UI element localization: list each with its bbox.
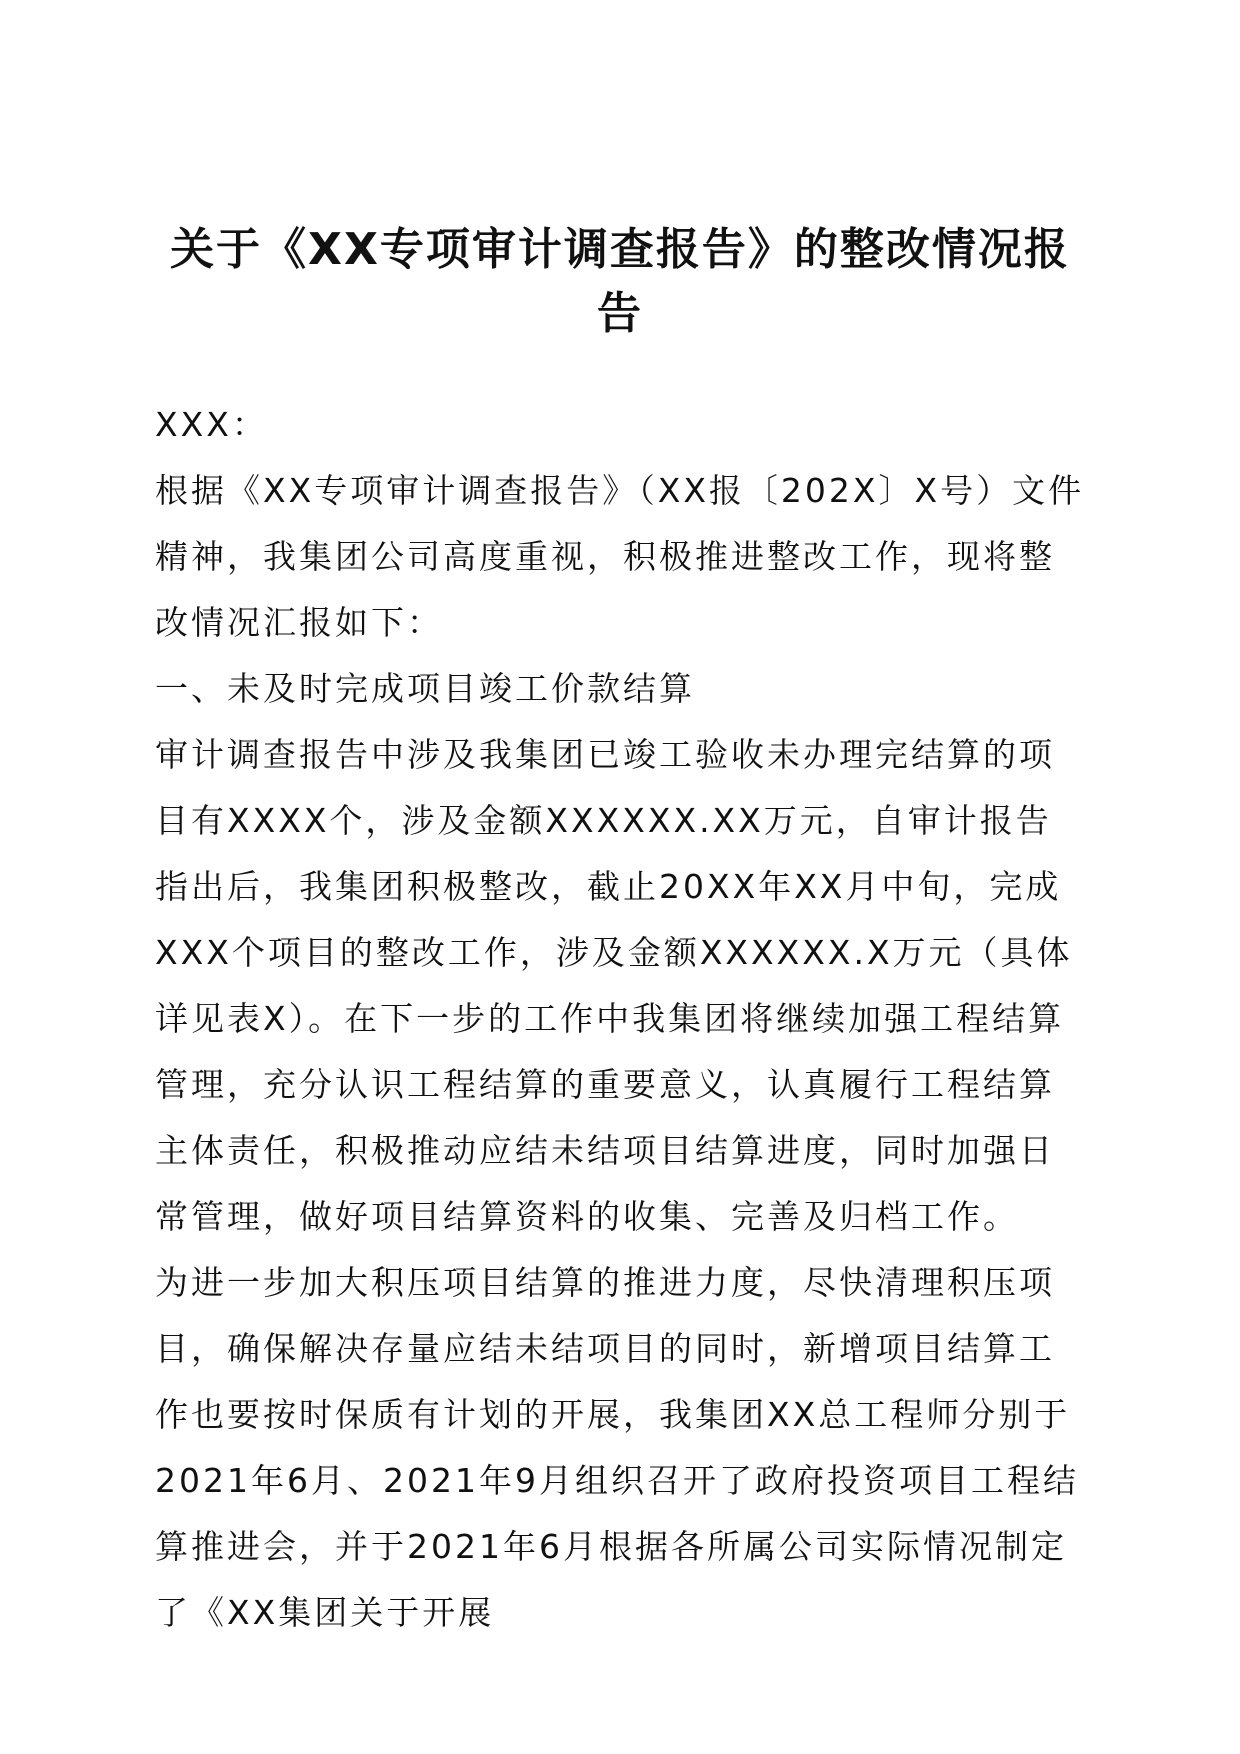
document-title-line-2: 告 xyxy=(597,288,643,339)
section-heading-1: 一、未及时完成项目竣工价款结算 xyxy=(155,669,695,708)
document-body xyxy=(155,392,1085,1646)
paragraph-intro: 根据《XX专项审计调查报告》（XX报〔202X〕X号）文件精神，我集团公司高度重视，积极推进整改工作，现将整改情况汇报如下： xyxy=(155,471,1085,642)
salutation: XXX： xyxy=(155,405,268,444)
document-title-line-1: 关于《XX专项审计调查报告》的整改情况报 xyxy=(170,224,1070,275)
paragraph-settlement-status: 审计调查报告中涉及我集团已竣工验收未办理完结算的项目有XXXX个，涉及金额XXXXXX.XX万元，自审计报告指出后，我集团积极整改，截止20XX年XX月中旬，完成XXX个项目的整改工作，涉及金额XXXXXX.X万元（具体详见表X）。在下一步的工作中我集团将继续加强工程结算管理，充分认识工程结算的重要意义，认真履行工程结算主体责任，积极推动应结未结项目结算进度，同时加强日常管理，做好项目结算资料的收集、完善及归档工作。 xyxy=(155,735,1073,1236)
paragraph-measures: 为进一步加大积压项目结算的推进力度，尽快清理积压项目，确保解决存量应结未结项目的同时，新增项目结算工作也要按时保质有计划的开展，我集团XX总工程师分别于2021年6月、2021年9月组织召开了政府投资项目工程结算推进会，并于2021年6月根据各所属公司实际情况制定了《XX集团关于开展 xyxy=(155,1263,1079,1632)
document-title xyxy=(150,218,1090,346)
